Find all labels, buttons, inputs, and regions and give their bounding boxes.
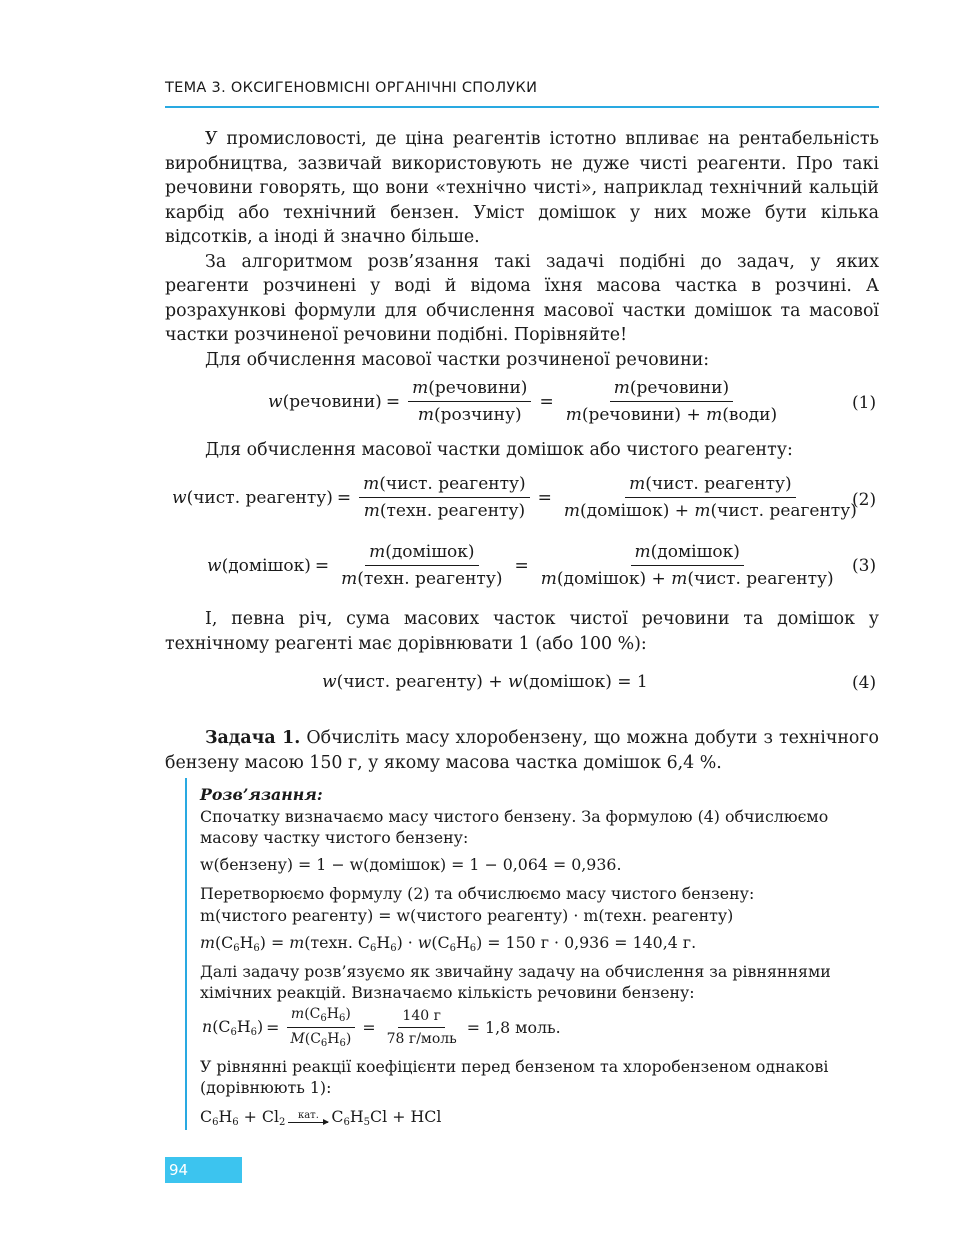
reaction-equation: $C_6H_6 + Cl_2$ кат. $C_6H_5Cl$ + HCl (200, 1107, 442, 1128)
task-1 (165, 726, 879, 775)
task-text: Обчисліть масу хлоробензену, що можна добути з технічного бензену масою 150 г, у якому масова частка домішок 6,4 %. (165, 728, 879, 773)
solution-step-5: $m(C_6H_6)$ = m(техн. $C_6H_6) \cdot w(C_6H_6) = 150$ г · 0,936 = 140,4 г. (200, 933, 697, 954)
formula-2: w(чист. реагенту) = $\frac{\text{m(чист. реагенту)}}{\text{m(техн. реагенту)}}$ = $\frac{\text{m(чист. реагенту)}}{\text{m(домішок) + m(чист. реагенту)}}$ (172, 474, 865, 521)
solution-step-3: Перетворюємо формулу (2) та обчислюємо масу чистого бензену: (200, 884, 755, 903)
task-label: Задача 1. (205, 728, 301, 748)
formula-2-frac-1: $\frac{\text{m(чист. реагенту)}}{\text{m(техн. реагенту)}}$ (359, 474, 529, 521)
formula-3: w(домішок) = $\frac{\text{m(домішок)}}{\text{m(техн. реагенту)}}$ = $\frac{\text{m(домішок)}}{\text{m(домішок) + m(чист. реагенту)}}$ (207, 542, 842, 589)
paragraph-1: У промисловості, де ціна реагентів істотно впливає на рентабельність виробництва, зазвичай використовують не дуже чисті реагенти. Про такі речовини говорять, що вони «технічно чисті», наприклад технічний кальцій карбід або технічний бензен. Уміст домішок у них може бути кілька відсотків, а іноді й значно більше. (165, 129, 879, 247)
paragraph-5: І, певна річ, сума масових часток чистої речовини та домішок у технічному реагенті має дорівнювати 1 (або 100 %): (165, 609, 879, 654)
formula-1-number: (1) (852, 393, 877, 413)
moles-frac-2: $\frac{140 г}{\text{78 г/моль}}$ (386, 1008, 457, 1047)
formula-3-frac-2: $\frac{\text{m(домішок)}}{\text{m(домішок) + m(чист. реагенту)}}$ (540, 542, 834, 589)
formula-4: w(чист. реагенту) + w(домішок) = 1 (322, 672, 648, 692)
paragraph-4: Для обчислення масової частки домішок або чистого реагенту: (205, 440, 793, 460)
paragraph-3: Для обчислення масової частки розчиненої речовини: (205, 349, 710, 370)
formula-3-number: (3) (852, 556, 877, 576)
formula-1: w(речовини) = $\frac{\text{m(речовини)}}{\text{m(розчину)}}$ = $\frac{\text{m(речовини)}}{\text{m(речовини) + m(води)}}$ (268, 378, 785, 425)
moles-frac-1: $\frac{m(C_6H_6)}{M(C_6H_6)}$ (286, 1006, 355, 1049)
formula-3-frac-1: $\frac{\text{m(домішок)}}{\text{m(техн. реагенту)}}$ (341, 542, 503, 589)
page-number: 94 (165, 1157, 242, 1183)
formula-1-frac-1: $\frac{\text{m(речовини)}}{\text{m(розчину)}}$ (408, 378, 531, 425)
moles-result: = 1,8 моль. (466, 1018, 561, 1037)
header-rule (165, 106, 879, 108)
moles-formula: $n(C_6H_6)$ = $\frac{m(C_6H_6)}{M(C_6H_6)}$ = $\frac{140 г}{\text{78 г/моль}}$ = 1,8 моль. (202, 1006, 561, 1049)
text-block-2 (165, 438, 879, 463)
formula-2-frac-2: $\frac{\text{m(чист. реагенту)}}{\text{m(домішок) + m(чист. реагенту)}}$ (563, 474, 857, 521)
formula-1-lhs: w(речовини) (268, 391, 382, 412)
solution-heading (200, 784, 879, 805)
formula-2-number: (2) (852, 490, 877, 510)
formula-1-frac-2: $\frac{\text{m(речовини)}}{\text{m(речовини) + m(води)}}$ (565, 378, 778, 425)
running-header: ТЕМА 3. ОКСИГЕНОВМІСНІ ОРГАНІЧНІ СПОЛУКИ (165, 80, 538, 96)
paragraph-2: За алгоритмом розв’язання такі задачі подібні до задач, у яких реагенти розчинені у воді й відома їхня масова частка в розчині. А розрахункові формули для обчислення масової частки домішок та масової частки розчиненої речовини подібні. Порівняйте! (165, 251, 879, 345)
reaction-arrow: кат. (288, 1111, 328, 1123)
solution-heading-text: Розв’язання: (200, 785, 323, 804)
solution-step-2: w(бензену) = 1 − w(домішок) = 1 − 0,064 = 0,936. (200, 855, 622, 874)
formula-4-number: (4) (852, 673, 877, 693)
solution-step-7: У рівнянні реакції коефіцієнти перед бензеном та хлоробензеном однакові (дорівнюють 1): (200, 1057, 829, 1097)
solution-step-1: Спочатку визначаємо масу чистого бензену. За формулою (4) обчислюємо масову частку чистого бензену: (200, 807, 829, 847)
solution-step-6: Далі задачу розв’язуємо як звичайну задачу на обчислення за рівняннями хімічних реакцій. Визначаємо кількість речовини бензену: (200, 962, 831, 1002)
intro-text (165, 127, 879, 372)
text-block-3 (165, 607, 879, 656)
solution-step-4: m(чистого реагенту) = w(чистого реагенту) · m(техн. реагенту) (200, 906, 734, 925)
